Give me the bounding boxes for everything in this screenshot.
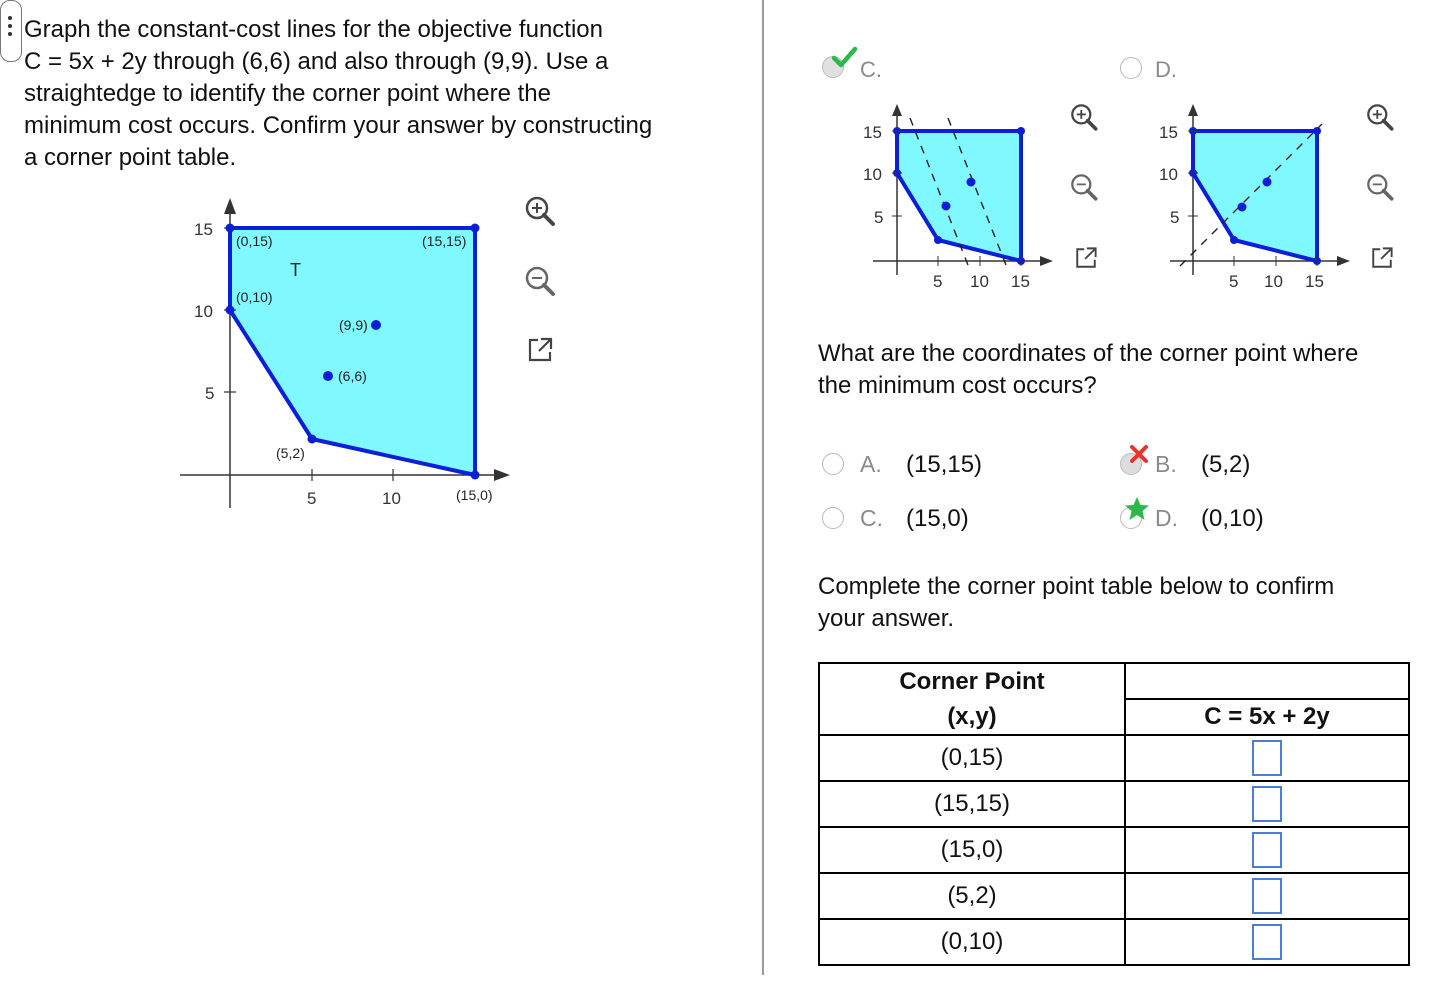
choice-a-text: (15,15): [906, 451, 983, 478]
choice-d-text: (0,10): [1201, 505, 1264, 532]
zoom-in-icon[interactable]: [520, 192, 560, 232]
panel-divider: [762, 0, 764, 975]
choice-b-text: (5,2): [1201, 451, 1251, 478]
question-line: Graph the constant-cost lines for the objective function: [24, 16, 603, 43]
table-row: [819, 873, 1409, 919]
popout-icon[interactable]: [1072, 244, 1100, 272]
question2-text: [818, 338, 1358, 402]
table-cell-cost: [1125, 827, 1409, 873]
table-header-corner-point: Corner Point: [899, 667, 1045, 695]
table-row: [819, 919, 1409, 965]
region-label: T: [290, 260, 301, 280]
vertex-label: (15,15): [422, 233, 467, 249]
table-cell-point: (15,0): [819, 827, 1125, 873]
table-cell-point: (0,10): [819, 919, 1125, 965]
point-label: (9,9): [339, 317, 368, 333]
y-tick-label: 15: [1159, 123, 1178, 142]
incorrect-x-icon: [1128, 443, 1150, 465]
question3-line: your answer.: [818, 605, 955, 632]
table-cell-cost: [1125, 735, 1409, 781]
feasible-region: [230, 228, 475, 475]
vertex-label: (0,15): [236, 233, 273, 249]
vertex-point: [308, 435, 317, 444]
table-row: [819, 827, 1409, 873]
x-tick-label: 15: [1305, 272, 1324, 291]
y-tick-label: 5: [1170, 208, 1180, 227]
zoom-out-icon[interactable]: [520, 262, 560, 302]
y-tick-label: 5: [874, 208, 884, 227]
table-row: [819, 735, 1409, 781]
y-tick-label: 10: [1159, 165, 1178, 184]
cost-answer-input[interactable]: [1252, 832, 1282, 868]
option-d-graph: [1150, 98, 1360, 298]
table-cell-point: (0,15): [819, 735, 1125, 781]
x-tick-label: 10: [382, 489, 401, 508]
option-d-graph-letter: D.: [1155, 57, 1177, 82]
table-cell-point: (15,15): [819, 781, 1125, 827]
vertex-point: [226, 306, 235, 315]
table-header-blank: [1125, 663, 1409, 699]
x-tick-label: 10: [970, 272, 989, 291]
cost-answer-input[interactable]: [1252, 740, 1282, 776]
vertex-label: (15,0): [456, 487, 493, 503]
choice-c-letter: C.: [860, 505, 883, 531]
question-line: a corner point table.: [24, 144, 237, 171]
option-d-graph-radio[interactable]: [1120, 57, 1142, 79]
table-header-xy: (x,y): [947, 702, 997, 730]
zoom-out-icon[interactable]: [1362, 170, 1398, 206]
point-label: (6,6): [338, 368, 367, 384]
y-tick-label: 15: [194, 220, 213, 239]
table-cell-cost: [1125, 873, 1409, 919]
table-row: [819, 781, 1409, 827]
x-tick-label: 10: [1264, 272, 1283, 291]
feasible-region-graph: [170, 190, 520, 520]
panel-resize-handle[interactable]: [0, 0, 22, 62]
question3-line: Complete the corner point table below to confirm: [818, 573, 1335, 600]
vertex-label: (0,10): [236, 289, 273, 305]
table-cell-cost: [1125, 781, 1409, 827]
question-line: minimum cost occurs. Confirm your answer by constructing: [24, 112, 653, 139]
x-tick-label: 5: [1229, 272, 1239, 291]
cost-answer-input[interactable]: [1252, 924, 1282, 960]
choice-d-letter: D.: [1155, 505, 1178, 531]
y-axis-arrow: [224, 198, 236, 214]
question3-text: [818, 571, 1334, 635]
y-tick-label: 15: [863, 123, 882, 142]
cost-answer-input[interactable]: [1252, 786, 1282, 822]
corner-point-table: [818, 662, 1410, 966]
table-cell-cost: [1125, 919, 1409, 965]
vertex-point: [226, 224, 235, 233]
choice-c-radio[interactable]: [822, 507, 844, 529]
choice-a-radio[interactable]: [822, 453, 844, 475]
x-tick-label: 5: [933, 272, 943, 291]
cost-answer-input[interactable]: [1252, 878, 1282, 914]
vertex-point: [471, 471, 480, 480]
question2-line: What are the coordinates of the corner point where: [818, 340, 1359, 367]
option-c-graph-letter: C.: [860, 57, 882, 82]
vertex-point: [471, 224, 480, 233]
zoom-in-icon[interactable]: [1066, 100, 1102, 136]
y-tick-label: 10: [863, 165, 882, 184]
x-tick-label: 5: [307, 489, 317, 508]
y-tick-label: 5: [205, 384, 215, 403]
table-cell-point: (5,2): [819, 873, 1125, 919]
question-line: C = 5x + 2y through (6,6) and also through (9,9). Use a: [24, 48, 609, 75]
choice-a-letter: A.: [860, 451, 882, 477]
table-header-cost: C = 5x + 2y: [1125, 699, 1409, 735]
vertex-label: (5,2): [276, 445, 305, 461]
popout-icon[interactable]: [524, 334, 556, 366]
popout-icon[interactable]: [1368, 244, 1396, 272]
zoom-out-icon[interactable]: [1066, 170, 1102, 206]
point-6-6: [323, 371, 333, 381]
correct-check-icon: [830, 46, 858, 70]
question-line: straightedge to identify the corner point where the: [24, 80, 551, 107]
choice-c-text: (15,0): [906, 505, 969, 532]
question2-line: the minimum cost occurs?: [818, 372, 1097, 399]
choice-b-letter: B.: [1155, 451, 1177, 477]
y-tick-label: 10: [194, 302, 213, 321]
x-tick-label: 15: [1011, 272, 1030, 291]
option-c-graph: [860, 98, 1060, 298]
zoom-in-icon[interactable]: [1362, 100, 1398, 136]
x-axis-arrow: [494, 469, 510, 481]
correct-star-icon: [1124, 496, 1150, 522]
question-text: [24, 14, 724, 174]
point-9-9: [371, 320, 381, 330]
